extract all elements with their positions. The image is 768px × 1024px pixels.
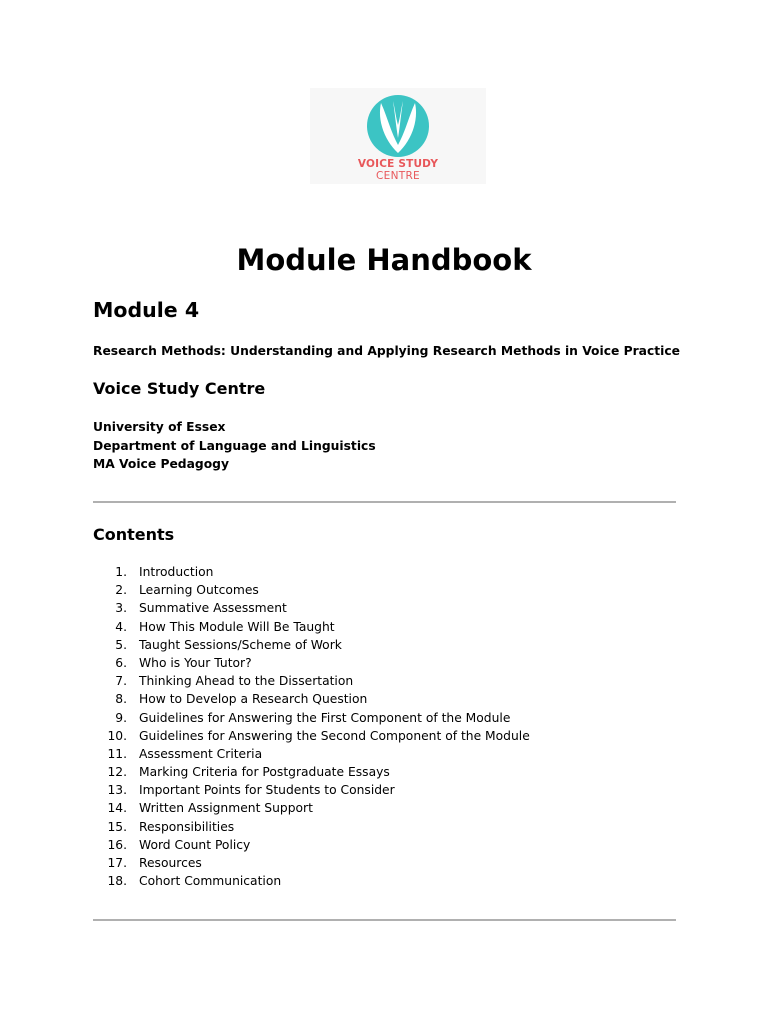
toc-item-label: How This Module Will Be Taught — [139, 619, 335, 634]
toc-item-number: 11. — [107, 746, 127, 761]
centre-name: Voice Study Centre — [93, 379, 266, 398]
programme-name: MA Voice Pedagogy — [93, 457, 229, 471]
toc-item-number: 16. — [107, 837, 127, 852]
toc-item — [93, 872, 282, 890]
toc-item-number: 10. — [107, 728, 127, 743]
logo-text-line-1: VOICE STUDY — [357, 158, 439, 170]
toc-item-label: Thinking Ahead to the Dissertation — [139, 674, 354, 689]
toc-item-number: 12. — [107, 765, 127, 780]
toc-item-label: Introduction — [139, 565, 214, 579]
logo-text-line-2: CENTRE — [376, 170, 420, 182]
toc-item — [93, 727, 530, 745]
toc-item — [93, 836, 251, 854]
toc-item-number: 18. — [107, 874, 127, 889]
toc-item-label: Written Assignment Support — [139, 801, 313, 816]
toc-item — [93, 563, 214, 581]
toc-item — [93, 818, 235, 836]
toc-item-number: 14. — [107, 801, 127, 816]
module-subtitle: Research Methods: Understanding and Applying Research Methods in Voice Practice — [93, 344, 680, 358]
document-title: Module Handbook — [236, 243, 532, 277]
toc-item-number: 4. — [115, 619, 127, 634]
voice-study-centre-logo — [310, 88, 486, 184]
toc-item-label: Taught Sessions/Scheme of Work — [139, 637, 342, 652]
toc-item-number: 13. — [107, 783, 127, 798]
toc-item-label: Resources — [139, 856, 202, 870]
toc-item-number: 5. — [115, 637, 127, 652]
university-name: University of Essex — [93, 420, 226, 434]
divider — [93, 501, 676, 503]
toc-item-number: 15. — [107, 819, 127, 834]
toc-item-label: Important Points for Students to Consider — [139, 783, 395, 798]
toc-item-label: Guidelines for Answering the First Component of the Module — [139, 710, 511, 725]
toc-item-number: 9. — [115, 710, 127, 725]
toc-item-number: 6. — [115, 655, 127, 670]
department-name: Department of Language and Linguistics — [93, 438, 376, 453]
module-number: Module 4 — [93, 298, 200, 322]
toc-item — [93, 763, 390, 781]
toc-item — [93, 690, 368, 708]
toc-item-number: 2. — [115, 583, 127, 598]
toc-item-number: 3. — [115, 601, 127, 616]
toc-item — [93, 599, 287, 617]
toc-item-number: 7. — [115, 674, 127, 689]
toc-item-label: Who is Your Tutor? — [139, 655, 252, 670]
table-of-contents — [93, 563, 530, 890]
toc-item-label: Learning Outcomes — [139, 583, 259, 598]
divider — [93, 919, 676, 921]
toc-item — [93, 636, 342, 654]
toc-item-label: Assessment Criteria — [139, 746, 263, 761]
toc-item — [93, 672, 354, 690]
logo-emblem-icon — [362, 94, 434, 158]
toc-item-number: 1. — [115, 565, 127, 579]
contents-heading: Contents — [93, 525, 175, 544]
toc-item — [93, 745, 263, 763]
toc-item-label: Word Count Policy — [139, 837, 251, 852]
toc-item-label: Summative Assessment — [139, 601, 287, 616]
toc-item-label: Cohort Communication — [139, 874, 282, 889]
toc-item — [93, 781, 395, 799]
toc-item — [93, 709, 511, 727]
toc-item-label: Guidelines for Answering the Second Component of the Module — [139, 728, 530, 743]
toc-item — [93, 618, 335, 636]
toc-item-label: Responsibilities — [139, 819, 235, 834]
toc-item — [93, 799, 313, 817]
toc-item-label: How to Develop a Research Question — [139, 692, 368, 707]
toc-item-number: 8. — [115, 692, 127, 707]
toc-item-label: Marking Criteria for Postgraduate Essays — [139, 765, 390, 780]
toc-item — [93, 654, 252, 672]
toc-item — [93, 581, 259, 599]
toc-item — [93, 854, 202, 872]
affiliation-block — [93, 418, 376, 474]
toc-item-number: 17. — [107, 856, 127, 870]
